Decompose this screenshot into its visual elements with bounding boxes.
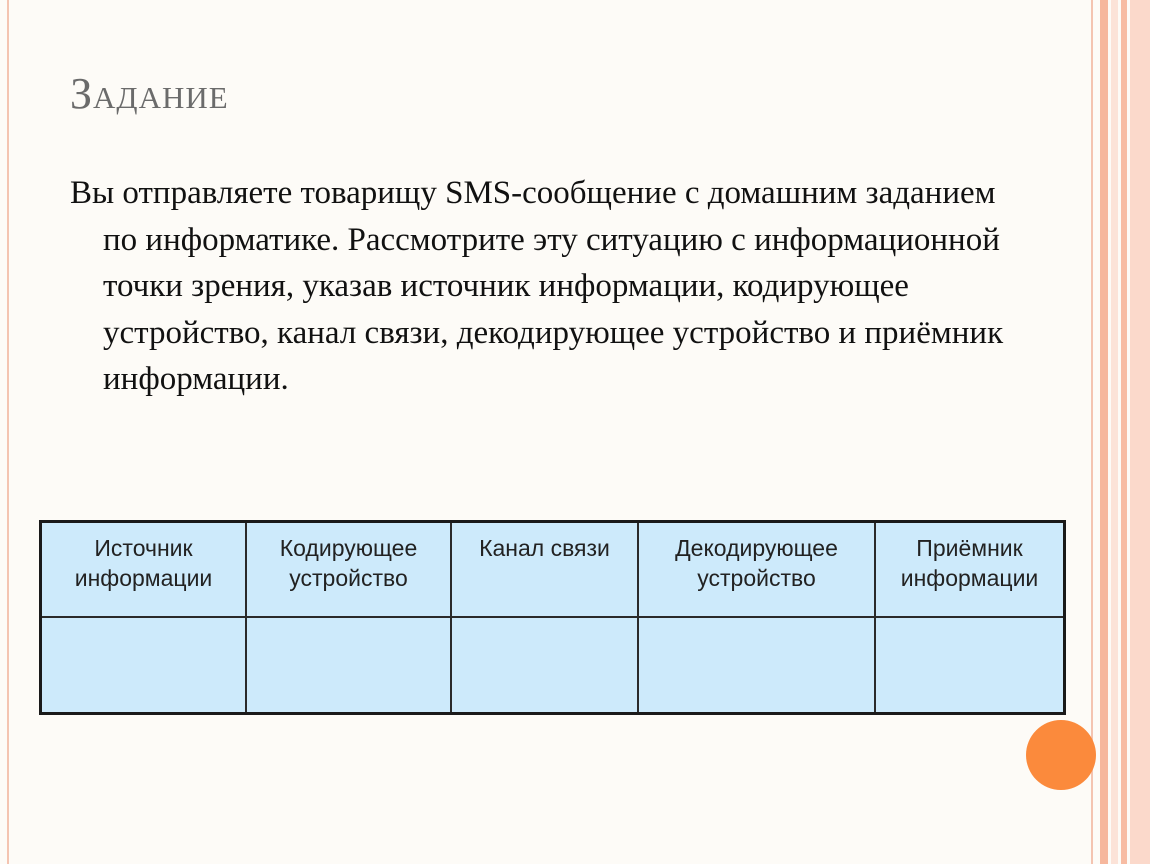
communication-table <box>39 520 1066 715</box>
communication-table-grid <box>42 523 1063 712</box>
cell-receiver[interactable] <box>875 617 1063 712</box>
header-receiver: Приёмник информации <box>875 523 1063 617</box>
header-decoder: Декодирующее устройство <box>638 523 875 617</box>
table-header-row <box>42 523 1063 617</box>
decorative-stripe <box>1121 0 1127 864</box>
decorative-stripe <box>1111 0 1118 864</box>
table-row <box>42 617 1063 712</box>
cell-channel[interactable] <box>451 617 638 712</box>
slide-title: Задание <box>70 69 229 118</box>
cell-source[interactable] <box>42 617 246 712</box>
decorative-stripe <box>1100 0 1108 864</box>
slide-frame <box>7 0 1093 864</box>
decorative-stripe <box>1130 0 1150 864</box>
decorative-circle <box>1026 720 1096 790</box>
cell-encoder[interactable] <box>246 617 451 712</box>
header-encoder: Кодирующее устройство <box>246 523 451 617</box>
header-channel: Канал связи <box>451 523 638 617</box>
task-text: Вы отправляете товарищу SMS-сообщение с домашним заданием по информатике. Рассмотрите эту ситуацию с информационной точки зрения, указав источник информации, кодирующее устройство, канал связи, декодирующее устройство и приёмник информации. <box>70 175 1004 397</box>
header-source: Источник информации <box>42 523 246 617</box>
cell-decoder[interactable] <box>638 617 875 712</box>
